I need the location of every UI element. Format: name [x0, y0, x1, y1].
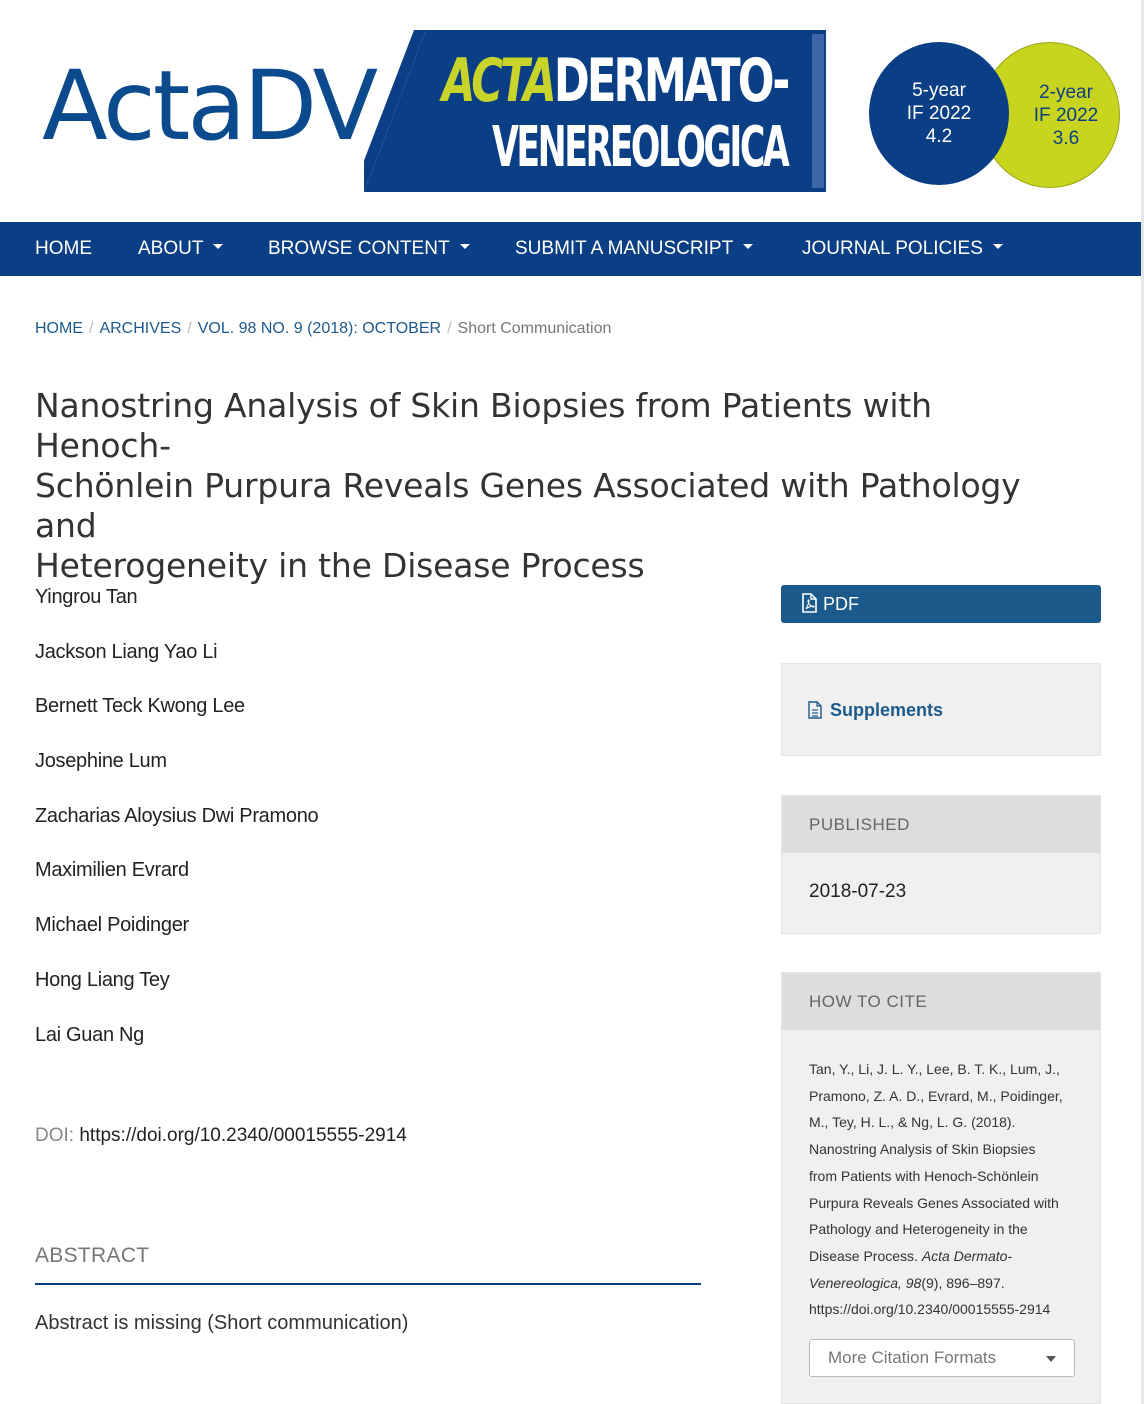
article-title-line: Schönlein Purpura Reveals Genes Associated with Pathology and [35, 466, 1021, 545]
author-name: Bernett Teck Kwong Lee [35, 695, 245, 718]
breadcrumb [35, 320, 611, 338]
main-nav [0, 222, 1144, 276]
citation-journal-italic: Venereologica, 98 [809, 1274, 922, 1291]
author-name: Maximilien Evrard [35, 859, 189, 882]
breadcrumb-home[interactable]: HOME [35, 320, 83, 337]
citation-line: M., Tey, H. L., & Ng, L. G. (2018). [809, 1114, 1016, 1131]
citation-text-plain: (9), 896–897. [921, 1274, 1005, 1291]
citation-line: Pramono, Z. A. D., Evrard, M., Poidinger, [809, 1087, 1063, 1104]
citation-line [809, 1243, 1074, 1270]
pdf-file-icon [801, 593, 817, 613]
abstract-text: Abstract is missing (Short communication) [35, 1312, 409, 1334]
five-year-if: IF 2022 [906, 103, 972, 124]
nav-home-label: HOME [35, 238, 92, 259]
citation-text [782, 1030, 1100, 1323]
actadv-logo[interactable]: ActaDV [42, 50, 376, 162]
article-title-line: Heterogeneity in the Disease Process [35, 546, 645, 585]
pdf-label: PDF [823, 594, 859, 614]
two-year-label: 2-year [1039, 81, 1093, 103]
caret-down-icon [213, 244, 223, 249]
chevron-down-icon [1046, 1356, 1056, 1362]
abstract-divider [35, 1283, 701, 1285]
doi-label: DOI: [35, 1125, 75, 1146]
two-year-value: 3.6 [1052, 127, 1080, 149]
abstract-heading: ABSTRACT [35, 1244, 150, 1267]
author-name: Zacharias Aloysius Dwi Pramono [35, 804, 319, 827]
nav-browse-label: BROWSE CONTENT [268, 238, 450, 259]
author-name: Michael Poidinger [35, 914, 189, 937]
nav-journal-policies[interactable] [802, 222, 1003, 276]
author-list [35, 586, 318, 1078]
nav-policies-label: JOURNAL POLICIES [802, 238, 983, 259]
nav-about-label: ABOUT [138, 238, 204, 259]
caret-down-icon [993, 244, 1003, 249]
caret-down-icon [743, 244, 753, 249]
site-header [0, 0, 1144, 222]
nav-submit-label: SUBMIT A MANUSCRIPT [515, 238, 734, 259]
doi [35, 1125, 407, 1147]
breadcrumb-separator: / [187, 320, 192, 337]
citation-line: from Patients with Henoch-Schönlein [809, 1167, 1039, 1184]
how-to-cite-heading: HOW TO CITE [782, 973, 1100, 1030]
five-year-value: 4.2 [925, 126, 953, 147]
author-name: Josephine Lum [35, 750, 167, 773]
published-panel [781, 795, 1101, 934]
citation-line [809, 1270, 1074, 1297]
banner-title-top [442, 46, 787, 116]
author-name: Yingrou Tan [35, 586, 138, 608]
more-citation-formats-dropdown[interactable] [809, 1339, 1075, 1377]
how-to-cite-panel [781, 972, 1101, 1404]
nav-home[interactable] [35, 222, 92, 276]
two-year-if: IF 2022 [1033, 104, 1099, 126]
nav-browse-content[interactable] [268, 222, 470, 276]
breadcrumb-separator: / [447, 320, 452, 337]
caret-down-icon [460, 244, 470, 249]
published-date: 2018-07-23 [809, 881, 907, 902]
banner-dermato-text: DERMATO- [553, 46, 788, 116]
published-heading: PUBLISHED [782, 796, 1100, 853]
more-citation-formats-label: More Citation Formats [828, 1348, 997, 1367]
five-year-label: 5-year [912, 80, 966, 101]
breadcrumb-archives[interactable]: ARCHIVES [99, 320, 182, 337]
supplements-link[interactable] [808, 700, 943, 721]
banner-acta-text: ACTA [442, 46, 554, 116]
five-year-impact-badge [869, 42, 1009, 185]
banner-venereologica-text: VENEREOLOGICA [492, 115, 788, 180]
author-name: Jackson Liang Yao Li [35, 640, 218, 663]
author-name: Lai Guan Ng [35, 1023, 144, 1046]
citation-line: Tan, Y., Li, J. L. Y., Lee, B. T. K., Lum, J., [809, 1061, 1060, 1077]
document-icon [808, 701, 822, 719]
nav-about[interactable] [138, 222, 223, 276]
breadcrumb-issue[interactable]: VOL. 98 NO. 9 (2018): OCTOBER [197, 320, 442, 337]
supplements-label: Supplements [830, 700, 944, 720]
breadcrumb-current: Short Communication [457, 320, 612, 337]
citation-line: Nanostring Analysis of Skin Biopsies [809, 1141, 1036, 1158]
citation-line: Pathology and Heterogeneity in the [809, 1221, 1028, 1238]
citation-doi-link[interactable]: https://doi.org/10.2340/00015555-2914 [809, 1301, 1051, 1318]
breadcrumb-separator: / [89, 320, 94, 337]
article-title-line: Nanostring Analysis of Skin Biopsies from Patients with Henoch- [35, 386, 932, 465]
nav-submit-manuscript[interactable] [515, 222, 753, 276]
article-title [35, 386, 1035, 586]
citation-journal-italic: Acta Dermato- [921, 1247, 1013, 1264]
citation-line: Purpura Reveals Genes Associated with [809, 1194, 1059, 1211]
citation-text-plain: Disease Process. [809, 1247, 922, 1264]
doi-link[interactable]: https://doi.org/10.2340/00015555-2914 [79, 1125, 407, 1146]
author-name: Hong Liang Tey [35, 968, 170, 991]
pdf-download-button[interactable] [781, 585, 1101, 623]
supplements-panel [781, 663, 1101, 756]
